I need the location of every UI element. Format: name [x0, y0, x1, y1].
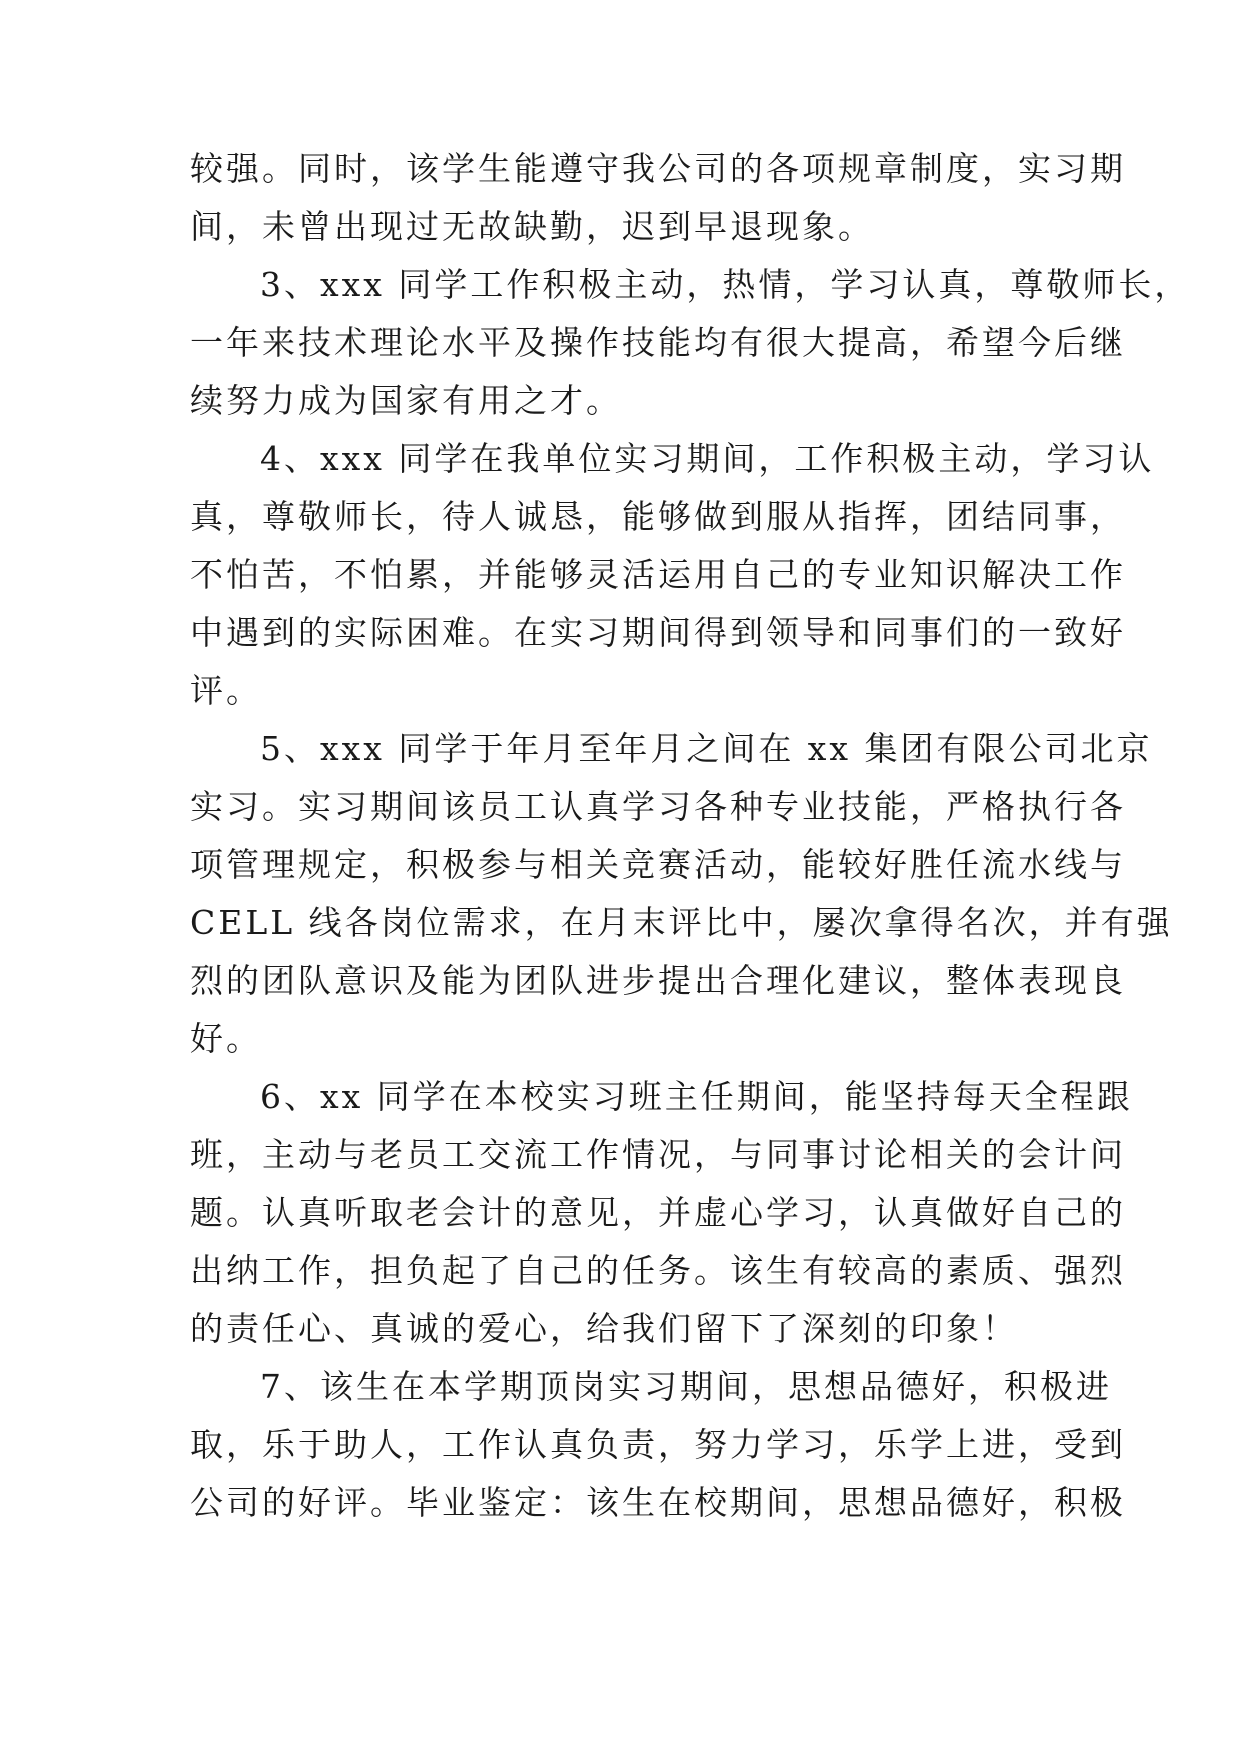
text-line: 一年来技术理论水平及操作技能均有很大提高，希望今后继	[190, 323, 1126, 362]
text-line: 5、xxx 同学于年月至年月之间在 xx 集团有限公司北京	[260, 729, 1153, 768]
body-text	[190, 140, 1191, 1532]
text-line: 评。	[190, 671, 262, 710]
text-line: 6、xx 同学在本校实习班主任期间，能坚持每天全程跟	[260, 1077, 1133, 1116]
text-line: 续努力成为国家有用之才。	[190, 381, 622, 420]
text-line: 烈的团队意识及能为团队进步提出合理化建议，整体表现良	[190, 961, 1126, 1000]
text-line: 真，尊敬师长，待人诚恳，能够做到服从指挥，团结同事，	[190, 497, 1126, 536]
text-line: 间，未曾出现过无故缺勤，迟到早退现象。	[190, 207, 874, 246]
text-line: 题。认真听取老会计的意见，并虚心学习，认真做好自己的	[190, 1193, 1126, 1232]
text-line: 3、xxx 同学工作积极主动，热情，学习认真，尊敬师长，	[260, 265, 1191, 304]
text-line: 4、xxx 同学在我单位实习期间，工作积极主动，学习认	[260, 439, 1155, 478]
text-line: 的责任心、真诚的爱心，给我们留下了深刻的印象！	[190, 1309, 1018, 1348]
text-line: 公司的好评。毕业鉴定：该生在校期间，思想品德好，积极	[190, 1483, 1126, 1522]
text-line: 实习。实习期间该员工认真学习各种专业技能，严格执行各	[190, 787, 1126, 826]
text-line: 中遇到的实际困难。在实习期间得到领导和同事们的一致好	[190, 613, 1126, 652]
text-line: CELL 线各岗位需求，在月末评比中，屡次拿得名次，并有强	[190, 903, 1173, 942]
text-line: 出纳工作，担负起了自己的任务。该生有较高的素质、强烈	[190, 1251, 1126, 1290]
text-line: 不怕苦，不怕累，并能够灵活运用自己的专业知识解决工作	[190, 555, 1126, 594]
text-line: 班，主动与老员工交流工作情况，与同事讨论相关的会计问	[190, 1135, 1126, 1174]
text-line: 较强。同时，该学生能遵守我公司的各项规章制度，实习期	[190, 149, 1126, 188]
text-line: 取，乐于助人，工作认真负责，努力学习，乐学上进，受到	[190, 1425, 1126, 1464]
text-line: 项管理规定，积极参与相关竞赛活动，能较好胜任流水线与	[190, 845, 1126, 884]
text-line: 好。	[190, 1019, 262, 1058]
text-line: 7、该生在本学期顶岗实习期间，思想品德好，积极进	[260, 1367, 1112, 1406]
